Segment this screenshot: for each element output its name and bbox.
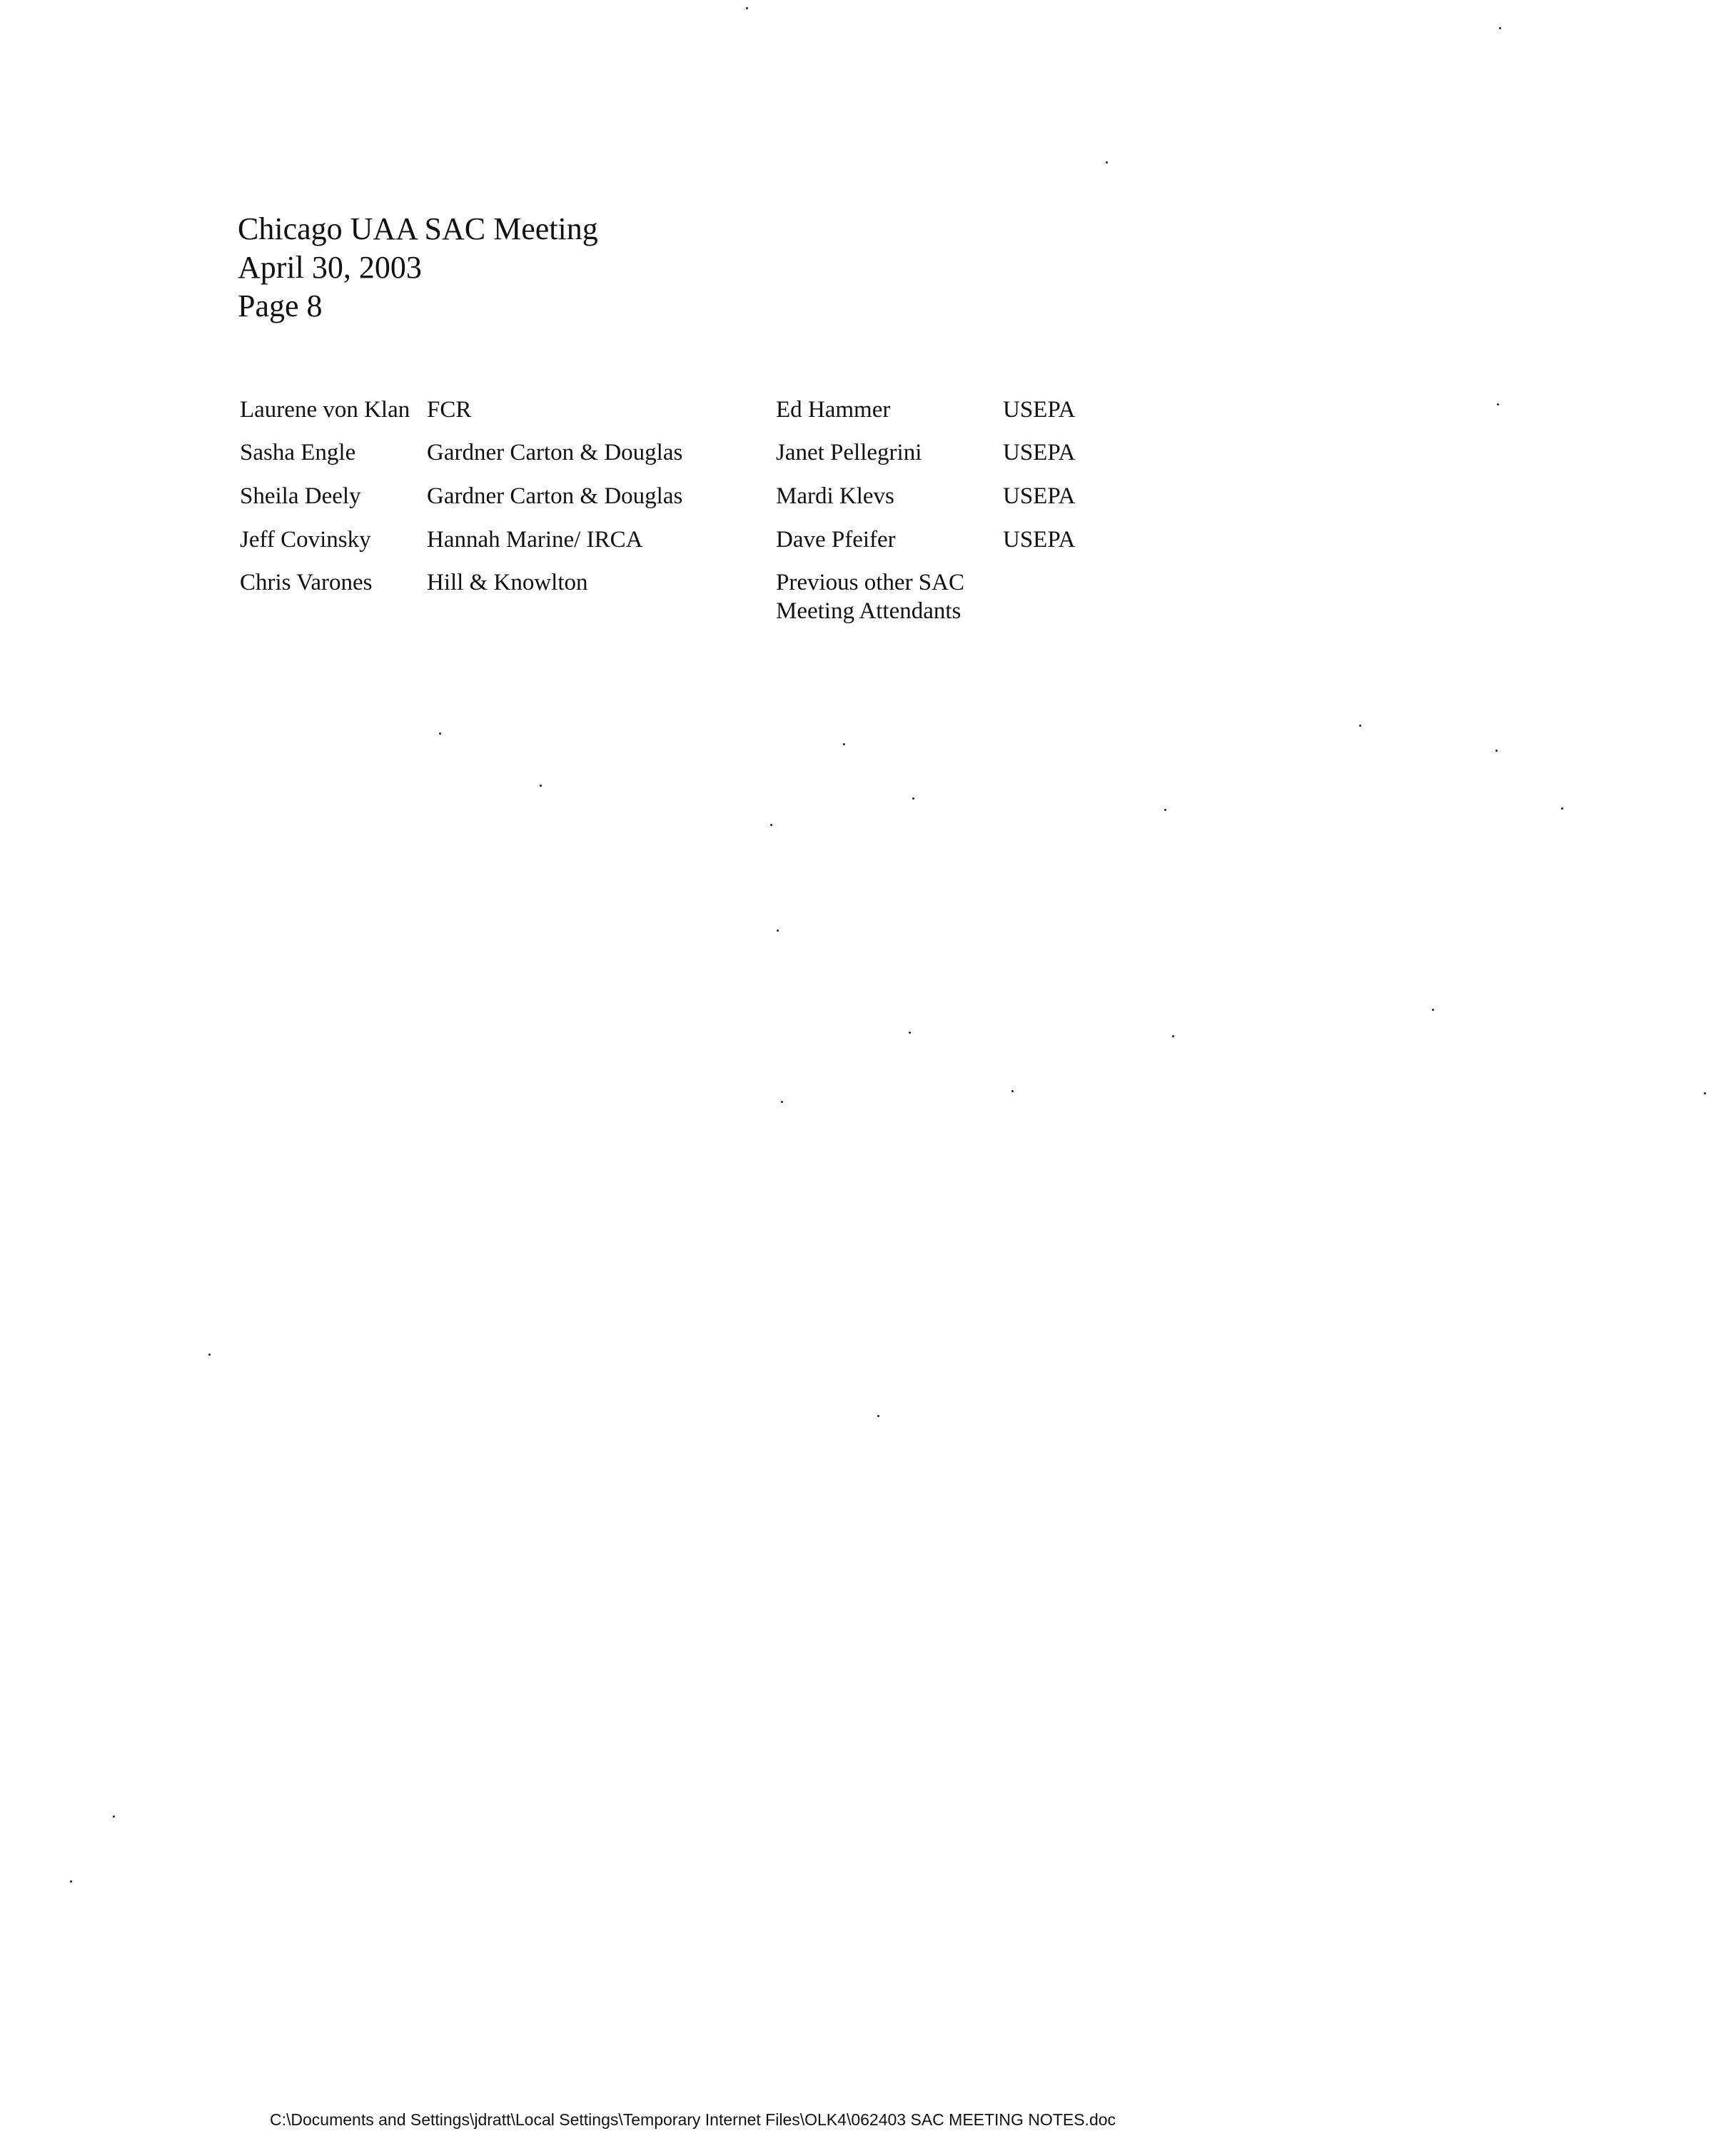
- meeting-date: April 30, 2003: [238, 250, 422, 285]
- scan-speck: [777, 930, 779, 932]
- scan-speck: [1172, 1035, 1174, 1037]
- attendee-name: Dave Pfeifer: [776, 527, 896, 553]
- scan-speck: [113, 1815, 115, 1818]
- attendee-name: Laurene von Klan: [240, 397, 410, 423]
- scan-speck: [439, 732, 441, 735]
- attendee-organization: USEPA: [1003, 483, 1076, 509]
- scan-speck: [1561, 807, 1563, 810]
- scan-speck: [70, 1880, 72, 1883]
- scan-speck: [1011, 1090, 1014, 1092]
- attendee-organization: Gardner Carton & Douglas: [427, 440, 683, 465]
- attendee-organization: USEPA: [1003, 440, 1076, 465]
- document-header: [238, 210, 598, 326]
- attendee-name: Chris Varones: [240, 570, 373, 595]
- scan-speck: [843, 743, 845, 745]
- attendee-organization: USEPA: [1003, 527, 1076, 553]
- scan-speck: [208, 1354, 211, 1356]
- meeting-title: Chicago UAA SAC Meeting: [238, 211, 598, 246]
- scan-speck: [1499, 27, 1501, 29]
- scan-speck: [540, 785, 542, 787]
- scan-speck: [1704, 1092, 1706, 1094]
- attendee-organization: Hill & Knowlton: [427, 570, 588, 595]
- attendee-name: Janet Pellegrini: [776, 440, 922, 465]
- page-number: Page 8: [238, 288, 323, 323]
- attendee-name: Jeff Covinsky: [240, 527, 371, 553]
- attendee-name: Sasha Engle: [240, 440, 356, 465]
- scan-speck: [1495, 750, 1498, 752]
- file-path-footer: C:\Documents and Settings\jdratt\Local Settings\Temporary Internet Files\OLK4\062403 SAC MEETING NOTES.doc: [270, 2110, 1116, 2129]
- scan-speck: [1497, 403, 1499, 405]
- scan-speck: [1359, 725, 1361, 727]
- attendee-name: Sheila Deely: [240, 483, 361, 509]
- attendee-name: Mardi Klevs: [776, 483, 894, 509]
- scan-speck: [912, 797, 914, 800]
- scan-speck: [781, 1101, 783, 1103]
- attendee-organization: Hannah Marine/ IRCA: [427, 527, 643, 553]
- attendee-organization: Gardner Carton & Douglas: [427, 483, 683, 509]
- scan-speck: [1164, 809, 1166, 811]
- scan-speck: [746, 7, 748, 9]
- scan-speck: [770, 824, 772, 826]
- scan-speck: [877, 1415, 879, 1417]
- attendee-organization: USEPA: [1003, 397, 1076, 423]
- attendee-name: Previous other SAC Meeting Attendants: [776, 570, 964, 624]
- scan-speck: [1106, 161, 1108, 163]
- attendee-name: Ed Hammer: [776, 397, 891, 423]
- scan-speck: [909, 1032, 911, 1034]
- attendee-organization: FCR: [427, 397, 472, 423]
- scan-speck: [1432, 1009, 1434, 1011]
